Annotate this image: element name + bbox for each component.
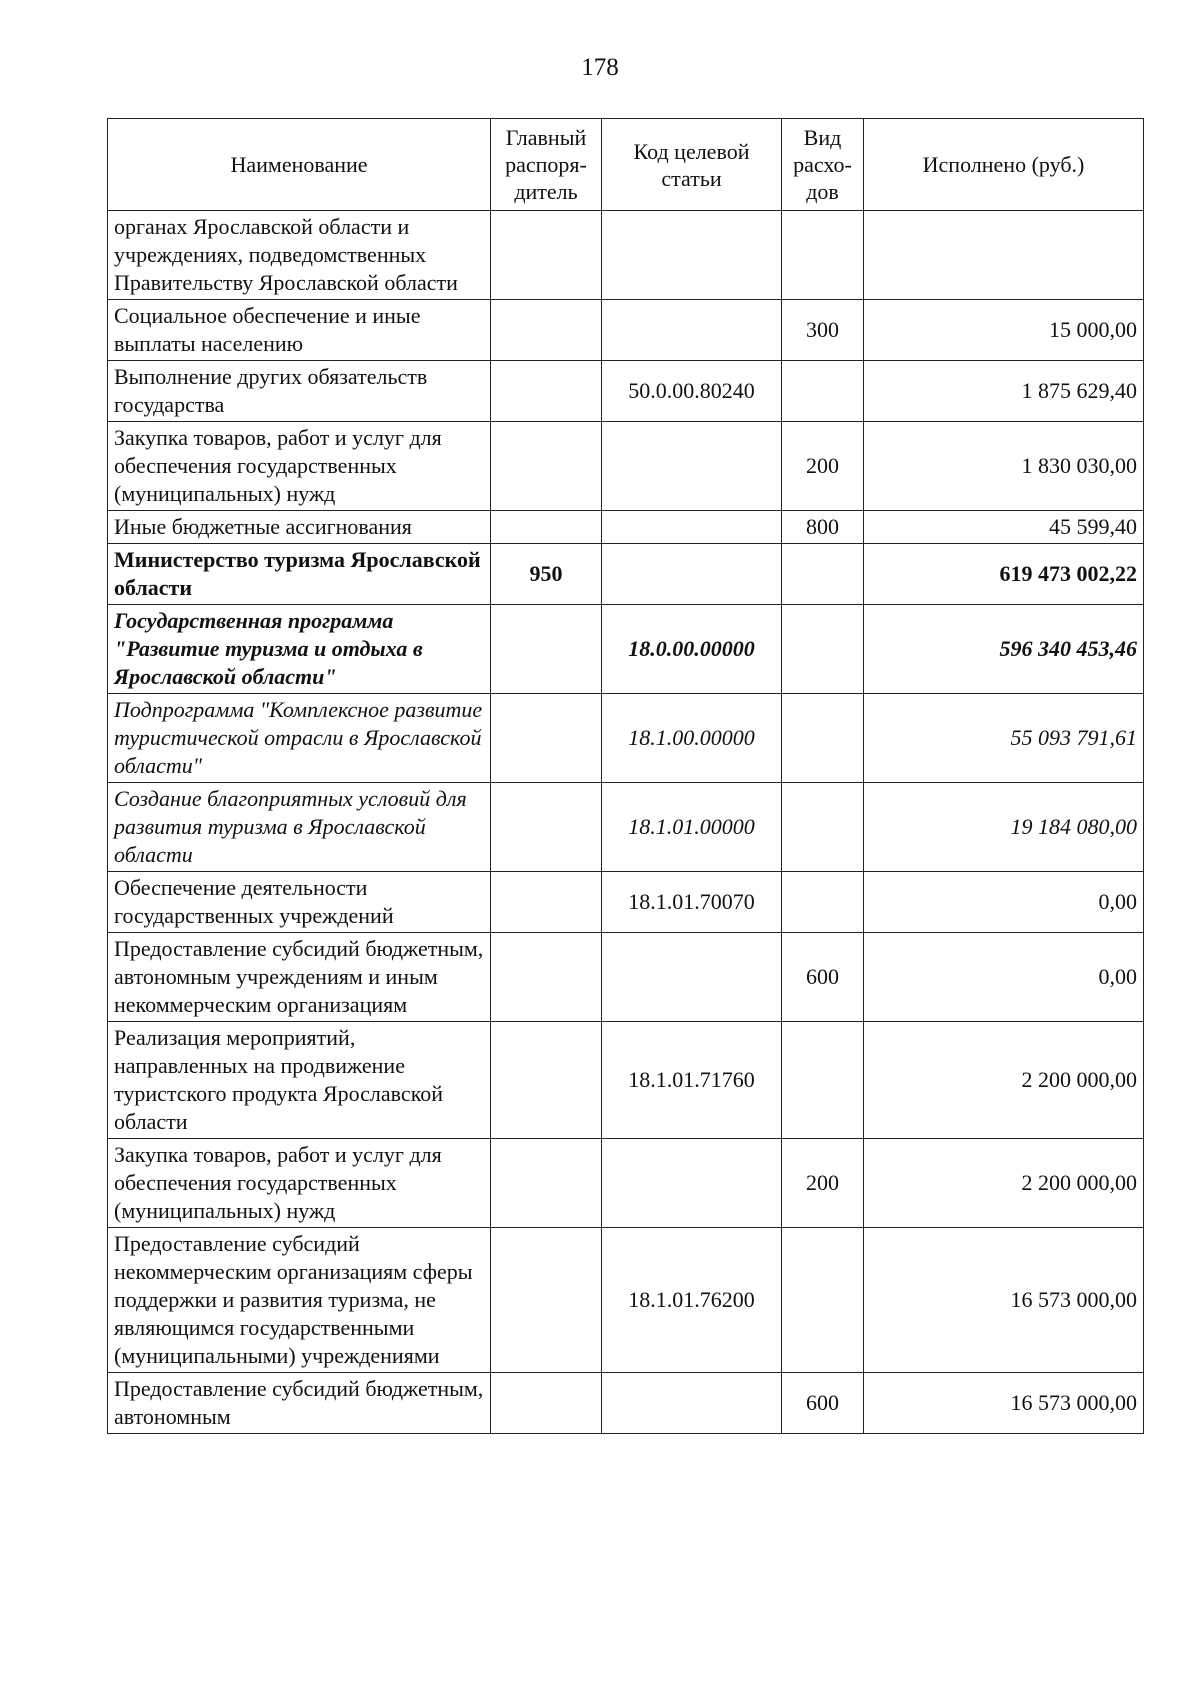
cell-grbs: 950 (491, 544, 602, 605)
cell-code: 18.0.00.00000 (602, 605, 782, 694)
cell-grbs (491, 300, 602, 361)
cell-code (602, 211, 782, 300)
table-row (108, 783, 1144, 872)
cell-grbs (491, 933, 602, 1022)
cell-name: Создание благоприятных условий для развития туризма в Ярославской области (108, 783, 491, 872)
cell-code: 18.1.00.00000 (602, 694, 782, 783)
cell-amount: 45 599,40 (864, 511, 1144, 544)
cell-grbs (491, 1139, 602, 1228)
header-name: Наименование (108, 119, 491, 211)
cell-code (602, 933, 782, 1022)
cell-name: Обеспечение деятельности государственных учреждений (108, 872, 491, 933)
cell-kind: 300 (782, 300, 864, 361)
cell-name: Реализация мероприятий, направленных на продвижение туристского продукта Ярославской области (108, 1022, 491, 1139)
table-row (108, 544, 1144, 605)
cell-code: 18.1.01.70070 (602, 872, 782, 933)
table-row (108, 300, 1144, 361)
cell-kind (782, 783, 864, 872)
cell-kind (782, 1228, 864, 1373)
table-row (108, 605, 1144, 694)
cell-kind: 600 (782, 933, 864, 1022)
cell-amount: 1 875 629,40 (864, 361, 1144, 422)
cell-code: 18.1.01.00000 (602, 783, 782, 872)
cell-grbs (491, 783, 602, 872)
table-row (108, 211, 1144, 300)
table-row (108, 1139, 1144, 1228)
cell-code (602, 544, 782, 605)
cell-code: 50.0.00.80240 (602, 361, 782, 422)
cell-kind (782, 544, 864, 605)
cell-name: Подпрограмма "Комплексное развитие туристической отрасли в Ярославской области" (108, 694, 491, 783)
cell-amount: 16 573 000,00 (864, 1373, 1144, 1434)
cell-code (602, 1373, 782, 1434)
cell-kind: 600 (782, 1373, 864, 1434)
table-row (108, 422, 1144, 511)
header-kind: Вид расхо-дов (782, 119, 864, 211)
cell-grbs (491, 1373, 602, 1434)
cell-grbs (491, 694, 602, 783)
cell-code (602, 1139, 782, 1228)
cell-amount: 2 200 000,00 (864, 1139, 1144, 1228)
cell-amount (864, 211, 1144, 300)
cell-name: Предоставление субсидий бюджетным, автономным учреждениям и иным некоммерческим организациям (108, 933, 491, 1022)
cell-kind (782, 872, 864, 933)
cell-grbs (491, 211, 602, 300)
cell-grbs (491, 872, 602, 933)
cell-grbs (491, 1022, 602, 1139)
cell-amount: 55 093 791,61 (864, 694, 1144, 783)
cell-name: Иные бюджетные ассигнования (108, 511, 491, 544)
header-amount: Исполнено (руб.) (864, 119, 1144, 211)
table-row (108, 511, 1144, 544)
cell-grbs (491, 1228, 602, 1373)
cell-name: Предоставление субсидий некоммерческим организациям сферы поддержки и развития туризма, не являющимся государственными (муниципальными) учреждениями (108, 1228, 491, 1373)
cell-kind (782, 361, 864, 422)
header-code: Код целевой статьи (602, 119, 782, 211)
budget-execution-table (107, 118, 1144, 1434)
table-row (108, 872, 1144, 933)
cell-kind (782, 694, 864, 783)
cell-amount: 16 573 000,00 (864, 1228, 1144, 1373)
table-row (108, 1022, 1144, 1139)
table-row (108, 1373, 1144, 1434)
table-header-row (108, 119, 1144, 211)
cell-name: Закупка товаров, работ и услуг для обеспечения государственных (муниципальных) нужд (108, 422, 491, 511)
cell-name: органах Ярославской области и учреждениях, подведомственных Правительству Ярославской области (108, 211, 491, 300)
cell-grbs (491, 511, 602, 544)
cell-amount: 0,00 (864, 933, 1144, 1022)
cell-kind: 200 (782, 1139, 864, 1228)
cell-amount: 596 340 453,46 (864, 605, 1144, 694)
cell-name: Министерство туризма Ярославской области (108, 544, 491, 605)
table-row (108, 933, 1144, 1022)
cell-name: Выполнение других обязательств государства (108, 361, 491, 422)
header-grbs: Главный распоря-дитель (491, 119, 602, 211)
cell-amount: 19 184 080,00 (864, 783, 1144, 872)
cell-amount: 0,00 (864, 872, 1144, 933)
page-number: 178 (581, 54, 619, 81)
cell-amount: 15 000,00 (864, 300, 1144, 361)
cell-name: Государственная программа "Развитие туризма и отдыха в Ярославской области" (108, 605, 491, 694)
cell-kind (782, 211, 864, 300)
cell-name: Закупка товаров, работ и услуг для обеспечения государственных (муниципальных) нужд (108, 1139, 491, 1228)
cell-kind: 200 (782, 422, 864, 511)
cell-code: 18.1.01.76200 (602, 1228, 782, 1373)
cell-kind: 800 (782, 511, 864, 544)
cell-grbs (491, 422, 602, 511)
cell-code (602, 300, 782, 361)
cell-code (602, 422, 782, 511)
cell-kind (782, 1022, 864, 1139)
table-row (108, 1228, 1144, 1373)
cell-amount: 2 200 000,00 (864, 1022, 1144, 1139)
cell-code: 18.1.01.71760 (602, 1022, 782, 1139)
cell-name: Предоставление субсидий бюджетным, автономным (108, 1373, 491, 1434)
cell-grbs (491, 361, 602, 422)
cell-kind (782, 605, 864, 694)
table-body (108, 211, 1144, 1434)
cell-amount: 619 473 002,22 (864, 544, 1144, 605)
cell-name: Социальное обеспечение и иные выплаты населению (108, 300, 491, 361)
cell-grbs (491, 605, 602, 694)
table-row (108, 694, 1144, 783)
table-row (108, 361, 1144, 422)
cell-code (602, 511, 782, 544)
cell-amount: 1 830 030,00 (864, 422, 1144, 511)
